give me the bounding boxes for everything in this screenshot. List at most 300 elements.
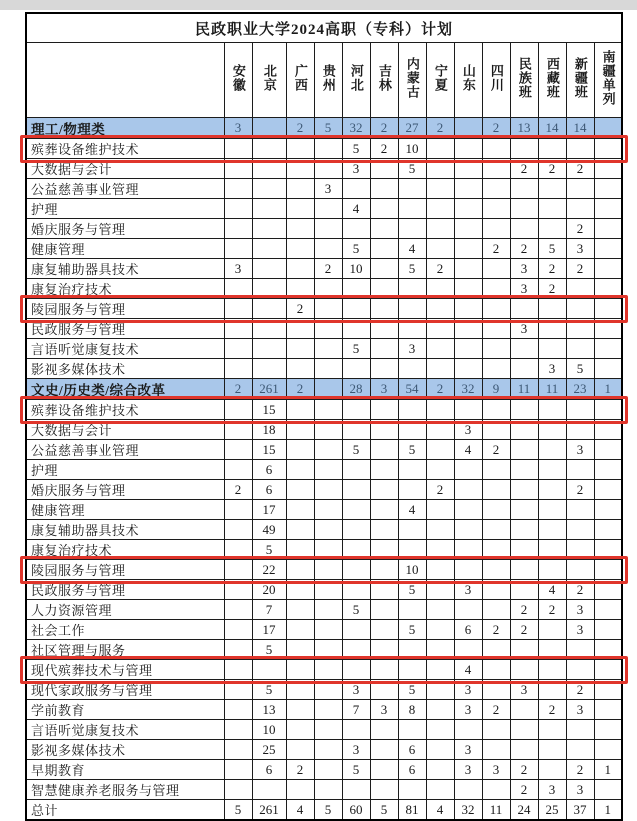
plan-count-cell	[454, 520, 482, 540]
plan-count-cell: 14	[566, 118, 594, 139]
plan-count-cell: 3	[538, 359, 566, 379]
plan-count-cell: 3	[510, 279, 538, 299]
plan-count-cell	[370, 219, 398, 239]
program-row	[26, 179, 622, 199]
plan-count-cell	[426, 239, 454, 259]
plan-count-cell	[398, 359, 426, 379]
plan-count-cell	[538, 139, 566, 159]
program-row	[26, 600, 622, 620]
plan-count-cell: 3	[454, 760, 482, 780]
plan-count-cell	[286, 359, 314, 379]
plan-count-cell	[224, 780, 252, 800]
plan-count-cell	[566, 139, 594, 159]
plan-count-cell	[566, 420, 594, 440]
plan-count-cell	[594, 299, 622, 319]
program-row	[26, 620, 622, 640]
plan-count-cell	[370, 239, 398, 259]
plan-count-cell: 261	[252, 379, 286, 400]
plan-count-cell	[426, 700, 454, 720]
plan-count-cell	[454, 319, 482, 339]
plan-count-cell	[538, 500, 566, 520]
plan-count-cell: 3	[454, 700, 482, 720]
program-name: 康复治疗技术	[26, 540, 224, 560]
plan-count-cell	[370, 359, 398, 379]
plan-count-cell	[482, 279, 510, 299]
plan-count-cell: 2	[566, 680, 594, 700]
plan-count-cell	[314, 379, 342, 400]
plan-count-cell	[252, 279, 286, 299]
program-row	[26, 440, 622, 460]
plan-count-cell	[370, 500, 398, 520]
plan-count-cell: 2	[426, 259, 454, 279]
plan-count-cell	[286, 640, 314, 660]
plan-count-cell	[594, 440, 622, 460]
plan-count-cell	[482, 600, 510, 620]
plan-count-cell	[510, 139, 538, 159]
plan-count-cell	[286, 660, 314, 680]
plan-count-cell	[314, 239, 342, 259]
plan-count-cell: 2	[538, 700, 566, 720]
plan-count-cell	[594, 680, 622, 700]
plan-count-cell: 5	[342, 440, 370, 460]
plan-count-cell	[314, 520, 342, 540]
plan-count-cell	[314, 460, 342, 480]
plan-count-cell	[482, 480, 510, 500]
page-top-strip	[0, 0, 637, 10]
plan-count-cell	[224, 319, 252, 339]
plan-count-cell	[370, 480, 398, 500]
plan-count-cell: 2	[510, 780, 538, 800]
plan-count-cell	[398, 520, 426, 540]
province-header-label: 西藏班	[544, 57, 560, 99]
plan-count-cell	[342, 219, 370, 239]
plan-count-cell	[482, 159, 510, 179]
plan-count-cell	[566, 319, 594, 339]
plan-count-cell	[224, 420, 252, 440]
plan-count-cell: 4	[286, 800, 314, 821]
plan-count-cell	[370, 299, 398, 319]
province-header-cell	[538, 43, 566, 118]
plan-count-cell	[342, 560, 370, 580]
plan-count-cell	[224, 400, 252, 420]
plan-count-cell	[426, 680, 454, 700]
plan-count-cell: 4	[398, 239, 426, 259]
plan-count-cell: 5	[342, 239, 370, 259]
plan-count-cell	[252, 319, 286, 339]
plan-count-cell: 3	[566, 239, 594, 259]
plan-count-cell: 32	[454, 800, 482, 821]
plan-count-cell	[426, 420, 454, 440]
program-row	[26, 800, 622, 821]
plan-count-cell	[252, 660, 286, 680]
program-row	[26, 299, 622, 319]
plan-count-cell	[286, 520, 314, 540]
plan-count-cell	[224, 720, 252, 740]
plan-count-cell	[224, 139, 252, 159]
plan-count-cell	[426, 600, 454, 620]
plan-count-cell	[398, 660, 426, 680]
plan-count-cell	[426, 640, 454, 660]
plan-count-cell	[482, 420, 510, 440]
plan-count-cell: 14	[538, 118, 566, 139]
plan-count-cell	[538, 400, 566, 420]
plan-count-cell	[286, 279, 314, 299]
plan-count-cell	[482, 580, 510, 600]
plan-count-cell: 5	[398, 259, 426, 279]
plan-count-cell	[482, 640, 510, 660]
plan-count-cell: 6	[398, 740, 426, 760]
plan-count-cell	[510, 520, 538, 540]
plan-count-cell	[314, 740, 342, 760]
plan-count-cell	[342, 640, 370, 660]
plan-count-cell: 32	[342, 118, 370, 139]
program-name: 影视多媒体技术	[26, 359, 224, 379]
plan-count-cell: 5	[314, 118, 342, 139]
plan-count-cell	[342, 359, 370, 379]
plan-count-cell	[482, 460, 510, 480]
plan-count-cell	[314, 540, 342, 560]
plan-count-cell: 23	[566, 379, 594, 400]
plan-count-cell	[566, 400, 594, 420]
plan-count-cell	[482, 560, 510, 580]
plan-count-cell	[454, 359, 482, 379]
program-name: 总计	[26, 800, 224, 821]
program-name: 大数据与会计	[26, 159, 224, 179]
plan-count-cell	[370, 460, 398, 480]
plan-count-cell	[510, 740, 538, 760]
plan-count-cell	[538, 740, 566, 760]
plan-count-cell	[426, 400, 454, 420]
plan-count-cell: 3	[370, 700, 398, 720]
province-header-label: 安徽	[230, 64, 246, 92]
plan-count-cell	[342, 520, 370, 540]
plan-count-cell: 3	[566, 780, 594, 800]
program-row	[26, 540, 622, 560]
plan-count-cell	[342, 420, 370, 440]
plan-count-cell	[538, 560, 566, 580]
plan-count-cell	[510, 560, 538, 580]
plan-count-cell: 2	[314, 259, 342, 279]
plan-count-cell: 1	[594, 760, 622, 780]
table-body	[26, 13, 622, 820]
plan-count-cell	[594, 740, 622, 760]
plan-count-cell: 2	[566, 580, 594, 600]
program-row	[26, 259, 622, 279]
plan-count-cell: 17	[252, 620, 286, 640]
plan-count-cell	[454, 279, 482, 299]
plan-count-cell	[510, 219, 538, 239]
plan-count-cell: 6	[252, 760, 286, 780]
plan-count-cell	[342, 780, 370, 800]
plan-count-cell	[286, 159, 314, 179]
plan-count-cell	[594, 720, 622, 740]
plan-count-cell: 2	[538, 279, 566, 299]
plan-count-cell	[398, 319, 426, 339]
plan-count-cell	[510, 460, 538, 480]
plan-count-cell	[224, 580, 252, 600]
plan-count-cell: 54	[398, 379, 426, 400]
plan-count-cell: 3	[566, 600, 594, 620]
program-column-header	[26, 43, 224, 118]
plan-count-cell	[454, 560, 482, 580]
plan-count-cell	[286, 580, 314, 600]
plan-count-cell	[566, 299, 594, 319]
plan-count-cell	[538, 199, 566, 219]
plan-count-cell	[370, 640, 398, 660]
plan-count-cell	[538, 660, 566, 680]
program-row	[26, 219, 622, 239]
program-name: 康复辅助器具技术	[26, 259, 224, 279]
plan-count-cell	[426, 520, 454, 540]
plan-count-cell	[398, 640, 426, 660]
plan-count-cell	[566, 460, 594, 480]
program-name: 护理	[26, 460, 224, 480]
plan-count-cell: 3	[454, 740, 482, 760]
plan-count-cell: 18	[252, 420, 286, 440]
plan-count-cell: 2	[482, 620, 510, 640]
program-row	[26, 199, 622, 219]
plan-count-cell	[286, 400, 314, 420]
plan-count-cell	[594, 600, 622, 620]
program-row	[26, 580, 622, 600]
plan-count-cell	[482, 780, 510, 800]
program-row	[26, 640, 622, 660]
plan-count-cell: 5	[370, 800, 398, 821]
plan-count-cell: 3	[342, 680, 370, 700]
program-name: 言语听觉康复技术	[26, 720, 224, 740]
plan-count-cell	[454, 179, 482, 199]
program-name: 影视多媒体技术	[26, 740, 224, 760]
plan-count-cell	[398, 540, 426, 560]
plan-count-cell	[314, 560, 342, 580]
plan-count-cell: 2	[566, 219, 594, 239]
plan-count-cell	[224, 660, 252, 680]
program-row	[26, 520, 622, 540]
plan-count-cell	[594, 279, 622, 299]
plan-count-cell	[398, 480, 426, 500]
program-name: 婚庆服务与管理	[26, 219, 224, 239]
plan-count-cell	[454, 500, 482, 520]
plan-count-cell	[482, 299, 510, 319]
plan-count-cell	[538, 420, 566, 440]
plan-count-cell	[538, 480, 566, 500]
plan-count-cell: 4	[342, 199, 370, 219]
section-name: 理工/物理类	[26, 118, 224, 139]
plan-count-cell: 11	[510, 379, 538, 400]
plan-count-cell	[370, 780, 398, 800]
plan-count-cell	[594, 179, 622, 199]
plan-count-cell	[314, 440, 342, 460]
plan-count-cell	[286, 560, 314, 580]
plan-count-cell	[538, 760, 566, 780]
plan-count-cell	[370, 159, 398, 179]
program-row	[26, 339, 622, 359]
plan-count-cell	[482, 259, 510, 279]
plan-count-cell	[370, 760, 398, 780]
plan-count-cell	[370, 720, 398, 740]
province-header-cell	[286, 43, 314, 118]
plan-count-cell	[454, 640, 482, 660]
plan-count-cell	[314, 720, 342, 740]
province-header-label: 吉林	[376, 64, 392, 92]
program-name: 社区管理与服务	[26, 640, 224, 660]
plan-count-cell	[510, 480, 538, 500]
plan-count-cell	[224, 239, 252, 259]
plan-count-cell: 13	[510, 118, 538, 139]
plan-count-cell	[594, 139, 622, 159]
plan-count-cell	[482, 740, 510, 760]
plan-count-cell	[342, 480, 370, 500]
plan-count-cell	[482, 199, 510, 219]
plan-count-cell	[370, 259, 398, 279]
plan-count-cell	[538, 299, 566, 319]
section-name: 文史/历史类/综合改革	[26, 379, 224, 400]
plan-count-cell	[454, 460, 482, 480]
plan-count-cell	[454, 219, 482, 239]
plan-count-cell	[510, 500, 538, 520]
plan-count-cell	[224, 760, 252, 780]
plan-count-cell	[538, 680, 566, 700]
plan-count-cell	[252, 179, 286, 199]
plan-count-cell: 2	[566, 259, 594, 279]
plan-count-cell	[224, 440, 252, 460]
plan-count-cell	[286, 319, 314, 339]
plan-count-cell	[482, 359, 510, 379]
plan-count-cell	[370, 339, 398, 359]
plan-count-cell	[314, 359, 342, 379]
plan-count-cell	[286, 700, 314, 720]
plan-count-cell: 10	[398, 560, 426, 580]
plan-count-cell	[426, 319, 454, 339]
program-name: 现代殡葬技术与管理	[26, 660, 224, 680]
plan-count-cell: 10	[342, 259, 370, 279]
plan-count-cell	[314, 159, 342, 179]
province-header-label: 新疆班	[572, 57, 588, 99]
plan-count-cell	[370, 279, 398, 299]
plan-count-cell	[224, 600, 252, 620]
plan-count-cell: 5	[342, 339, 370, 359]
program-name: 言语听觉康复技术	[26, 339, 224, 359]
plan-count-cell: 2	[426, 379, 454, 400]
plan-count-cell	[454, 339, 482, 359]
plan-count-cell: 11	[538, 379, 566, 400]
plan-count-cell	[224, 359, 252, 379]
plan-count-cell	[594, 520, 622, 540]
plan-count-cell	[224, 740, 252, 760]
program-row	[26, 500, 622, 520]
plan-count-cell	[224, 179, 252, 199]
plan-count-cell	[314, 420, 342, 440]
program-row	[26, 700, 622, 720]
plan-count-cell	[426, 500, 454, 520]
plan-count-cell: 1	[594, 800, 622, 821]
plan-count-cell	[286, 219, 314, 239]
plan-count-cell	[566, 540, 594, 560]
program-name: 大数据与会计	[26, 420, 224, 440]
plan-count-cell	[398, 420, 426, 440]
plan-count-cell: 13	[252, 700, 286, 720]
plan-count-cell	[398, 279, 426, 299]
program-name: 民政服务与管理	[26, 319, 224, 339]
plan-count-cell	[286, 179, 314, 199]
province-header-label: 贵州	[320, 64, 336, 92]
program-row	[26, 480, 622, 500]
plan-count-cell	[224, 279, 252, 299]
plan-count-cell: 3	[566, 620, 594, 640]
plan-count-cell	[252, 339, 286, 359]
plan-count-cell	[454, 118, 482, 139]
province-header-label: 北京	[261, 64, 277, 92]
plan-count-cell	[286, 740, 314, 760]
plan-count-cell: 7	[342, 700, 370, 720]
plan-count-cell	[426, 299, 454, 319]
plan-count-cell: 2	[566, 159, 594, 179]
plan-count-cell	[426, 580, 454, 600]
province-header-label: 山东	[460, 64, 476, 92]
plan-count-cell	[538, 540, 566, 560]
enrollment-plan-table-wrap	[25, 12, 623, 821]
plan-count-cell	[426, 620, 454, 640]
plan-count-cell	[594, 540, 622, 560]
plan-count-cell	[454, 299, 482, 319]
plan-count-cell	[224, 560, 252, 580]
program-name: 殡葬设备维护技术	[26, 139, 224, 159]
plan-count-cell: 6	[252, 460, 286, 480]
plan-count-cell	[224, 299, 252, 319]
plan-count-cell: 22	[252, 560, 286, 580]
plan-count-cell	[370, 740, 398, 760]
plan-count-cell: 25	[252, 740, 286, 760]
plan-count-cell	[398, 780, 426, 800]
plan-count-cell: 24	[510, 800, 538, 821]
plan-count-cell	[224, 640, 252, 660]
plan-count-cell	[252, 118, 286, 139]
province-header-cell	[224, 43, 252, 118]
plan-count-cell	[314, 139, 342, 159]
plan-count-cell: 60	[342, 800, 370, 821]
plan-count-cell	[538, 460, 566, 480]
plan-count-cell	[398, 460, 426, 480]
program-row	[26, 560, 622, 580]
plan-count-cell	[426, 540, 454, 560]
column-header-row	[26, 43, 622, 118]
plan-count-cell: 5	[398, 680, 426, 700]
plan-count-cell: 3	[454, 680, 482, 700]
plan-count-cell: 5	[252, 540, 286, 560]
plan-count-cell	[398, 400, 426, 420]
plan-count-cell	[594, 259, 622, 279]
plan-count-cell	[482, 319, 510, 339]
province-header-cell	[314, 43, 342, 118]
plan-count-cell	[426, 760, 454, 780]
plan-count-cell	[594, 500, 622, 520]
program-row	[26, 420, 622, 440]
plan-count-cell	[538, 319, 566, 339]
plan-count-cell	[252, 780, 286, 800]
plan-count-cell: 32	[454, 379, 482, 400]
plan-count-cell	[224, 339, 252, 359]
plan-count-cell	[594, 420, 622, 440]
program-row	[26, 760, 622, 780]
plan-count-cell	[370, 400, 398, 420]
plan-count-cell: 10	[252, 720, 286, 740]
plan-count-cell	[370, 560, 398, 580]
plan-count-cell	[314, 600, 342, 620]
plan-count-cell: 3	[224, 118, 252, 139]
plan-count-cell	[252, 259, 286, 279]
plan-count-cell	[510, 540, 538, 560]
plan-count-cell: 2	[224, 480, 252, 500]
